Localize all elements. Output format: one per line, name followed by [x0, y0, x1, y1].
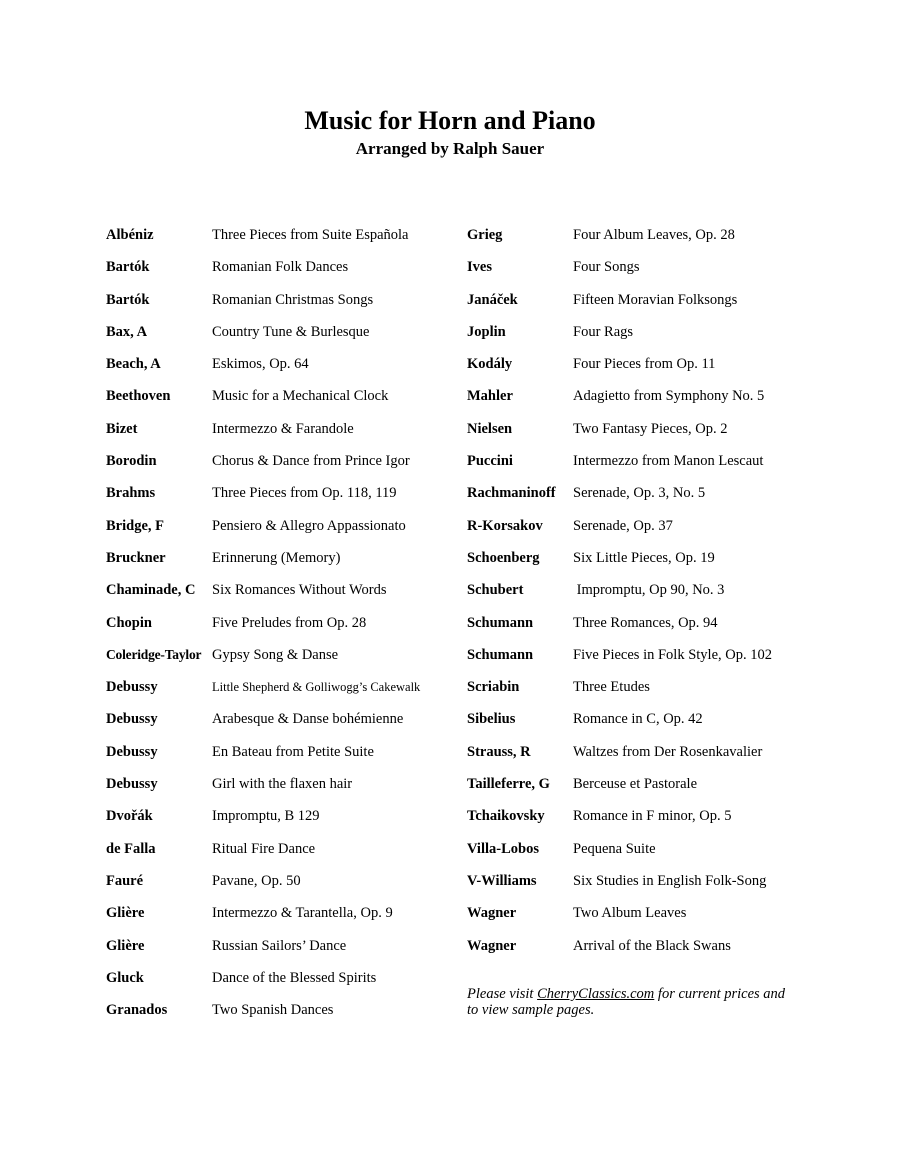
work-title: Adagietto from Symphony No. 5: [573, 388, 765, 405]
composer-name: Borodin: [106, 453, 157, 470]
work-title: Five Pieces in Folk Style, Op. 102: [573, 646, 772, 663]
page-title: Music for Horn and Piano: [304, 106, 596, 135]
composer-name: Rachmaninoff: [467, 485, 556, 502]
work-title: Romanian Christmas Songs: [212, 291, 374, 308]
work-title: Country Tune & Burlesque: [212, 323, 370, 340]
composer-name: Glière: [106, 937, 145, 954]
work-title: Gypsy Song & Danse: [212, 646, 339, 663]
work-title: Five Preludes from Op. 28: [212, 614, 367, 631]
composer-name: Schumann: [467, 614, 534, 631]
work-title: Serenade, Op. 37: [573, 517, 673, 534]
composer-name: Scriabin: [467, 679, 520, 696]
work-title: Arabesque & Danse bohémienne: [212, 711, 404, 728]
composer-name: Chopin: [106, 614, 152, 631]
work-title: Pavane, Op. 50: [212, 872, 301, 889]
work-title: Four Songs: [573, 259, 640, 276]
work-title: Three Pieces from Suite Española: [212, 227, 409, 243]
work-title: Waltzes from Der Rosenkavalier: [573, 743, 763, 760]
work-title: Romance in C, Op. 42: [573, 711, 703, 728]
work-title: Russian Sailors’ Dance: [212, 937, 347, 954]
work-title: Impromptu, B 129: [212, 808, 320, 825]
notice-suffix: for current prices and to view sample pages.: [467, 986, 789, 1018]
work-title: Two Album Leaves: [573, 905, 687, 922]
visit-notice: [467, 986, 797, 1018]
work-title: Serenade, Op. 3, No. 5: [573, 485, 706, 502]
work-title: Six Romances Without Words: [212, 582, 387, 599]
composer-name: Granados: [106, 1002, 168, 1019]
composer-name: Grieg: [467, 227, 503, 243]
work-title: Three Pieces from Op. 118, 119: [212, 485, 397, 502]
work-title: Two Fantasy Pieces, Op. 2: [573, 420, 728, 437]
work-title: Little Shepherd & Golliwogg’s Cakewalk: [212, 680, 421, 695]
work-title: Romanian Folk Dances: [212, 259, 349, 276]
composer-name: Brahms: [106, 485, 156, 502]
work-title: Chorus & Dance from Prince Igor: [212, 453, 410, 470]
composer-name: Bizet: [106, 420, 138, 437]
work-title: Intermezzo & Farandole: [212, 420, 354, 437]
composer-name: Strauss, R: [467, 743, 531, 760]
composer-name: Bridge, F: [106, 517, 164, 534]
work-title: Two Spanish Dances: [212, 1002, 334, 1019]
work-title: Six Little Pieces, Op. 19: [573, 549, 715, 566]
composer-name: Bartók: [106, 291, 150, 308]
composer-name: Bartók: [106, 259, 150, 276]
work-title: Dance of the Blessed Spirits: [212, 969, 377, 986]
work-title: Romance in F minor, Op. 5: [573, 808, 732, 825]
work-title: Four Album Leaves, Op. 28: [573, 227, 735, 243]
composer-name: Coleridge-Taylor: [106, 646, 202, 662]
composer-name: Fauré: [106, 872, 144, 889]
notice-prefix: Please visit: [467, 986, 538, 1002]
composer-name: Glière: [106, 905, 145, 922]
composer-name: Schubert: [467, 582, 524, 599]
composer-name: R-Korsakov: [467, 517, 543, 534]
work-title: Four Pieces from Op. 11: [573, 356, 716, 373]
composer-name: Schumann: [467, 646, 534, 663]
composer-name: Janáček: [467, 291, 518, 308]
composer-name: Tailleferre, G: [467, 776, 550, 793]
composer-name: Wagner: [467, 937, 517, 954]
work-title: Ritual Fire Dance: [212, 840, 316, 857]
composer-name: V-Williams: [467, 872, 537, 889]
work-title: Girl with the flaxen hair: [212, 776, 353, 793]
work-title: Impromptu, Op 90, No. 3: [573, 582, 725, 599]
composer-name: Joplin: [467, 323, 506, 340]
composer-name: Gluck: [106, 969, 144, 986]
work-title: Pequena Suite: [573, 840, 656, 857]
work-title: Pensiero & Allegro Appassionato: [212, 517, 406, 534]
composer-name: Dvořák: [106, 808, 153, 825]
composer-name: Wagner: [467, 905, 517, 922]
work-title: En Bateau from Petite Suite: [212, 743, 374, 760]
work-title: Erinnerung (Memory): [212, 549, 341, 566]
composer-name: Villa-Lobos: [467, 840, 539, 857]
work-title: Fifteen Moravian Folksongs: [573, 291, 738, 308]
composer-name: Beethoven: [106, 388, 171, 405]
composer-name: Albéniz: [106, 227, 154, 243]
work-title: Four Rags: [573, 323, 634, 340]
composer-name: Debussy: [106, 776, 158, 793]
work-title: Three Romances, Op. 94: [573, 614, 718, 631]
composer-name: Bruckner: [106, 549, 166, 566]
composer-name: Debussy: [106, 679, 158, 696]
composer-name: Debussy: [106, 711, 158, 728]
work-title: Music for a Mechanical Clock: [212, 388, 389, 405]
composer-name: Schoenberg: [467, 549, 540, 566]
work-title: Six Studies in English Folk-Song: [573, 872, 767, 889]
composer-name: Ives: [467, 259, 492, 276]
composer-name: Debussy: [106, 743, 158, 760]
composer-name: Kodály: [467, 356, 513, 373]
composer-name: Nielsen: [467, 420, 513, 437]
work-title: Intermezzo & Tarantella, Op. 9: [212, 905, 393, 922]
composer-name: Sibelius: [467, 711, 516, 728]
composer-name: Chaminade, C: [106, 582, 196, 599]
work-title: Intermezzo from Manon Lescaut: [573, 453, 764, 470]
composer-name: de Falla: [106, 840, 156, 857]
cherryclassics-link[interactable]: CherryClassics.com: [537, 986, 655, 1002]
composer-name: Bax, A: [106, 323, 148, 340]
work-title: Berceuse et Pastorale: [573, 776, 698, 793]
work-title: Eskimos, Op. 64: [212, 356, 309, 373]
composer-name: Tchaikovsky: [467, 808, 545, 825]
work-title: Arrival of the Black Swans: [573, 937, 731, 954]
composer-name: Mahler: [467, 388, 513, 405]
page-header: [0, 104, 900, 160]
work-title: Three Etudes: [573, 679, 650, 696]
page-subtitle: Arranged by Ralph Sauer: [355, 139, 545, 158]
composer-name: Puccini: [467, 453, 513, 470]
composer-name: Beach, A: [106, 356, 161, 373]
